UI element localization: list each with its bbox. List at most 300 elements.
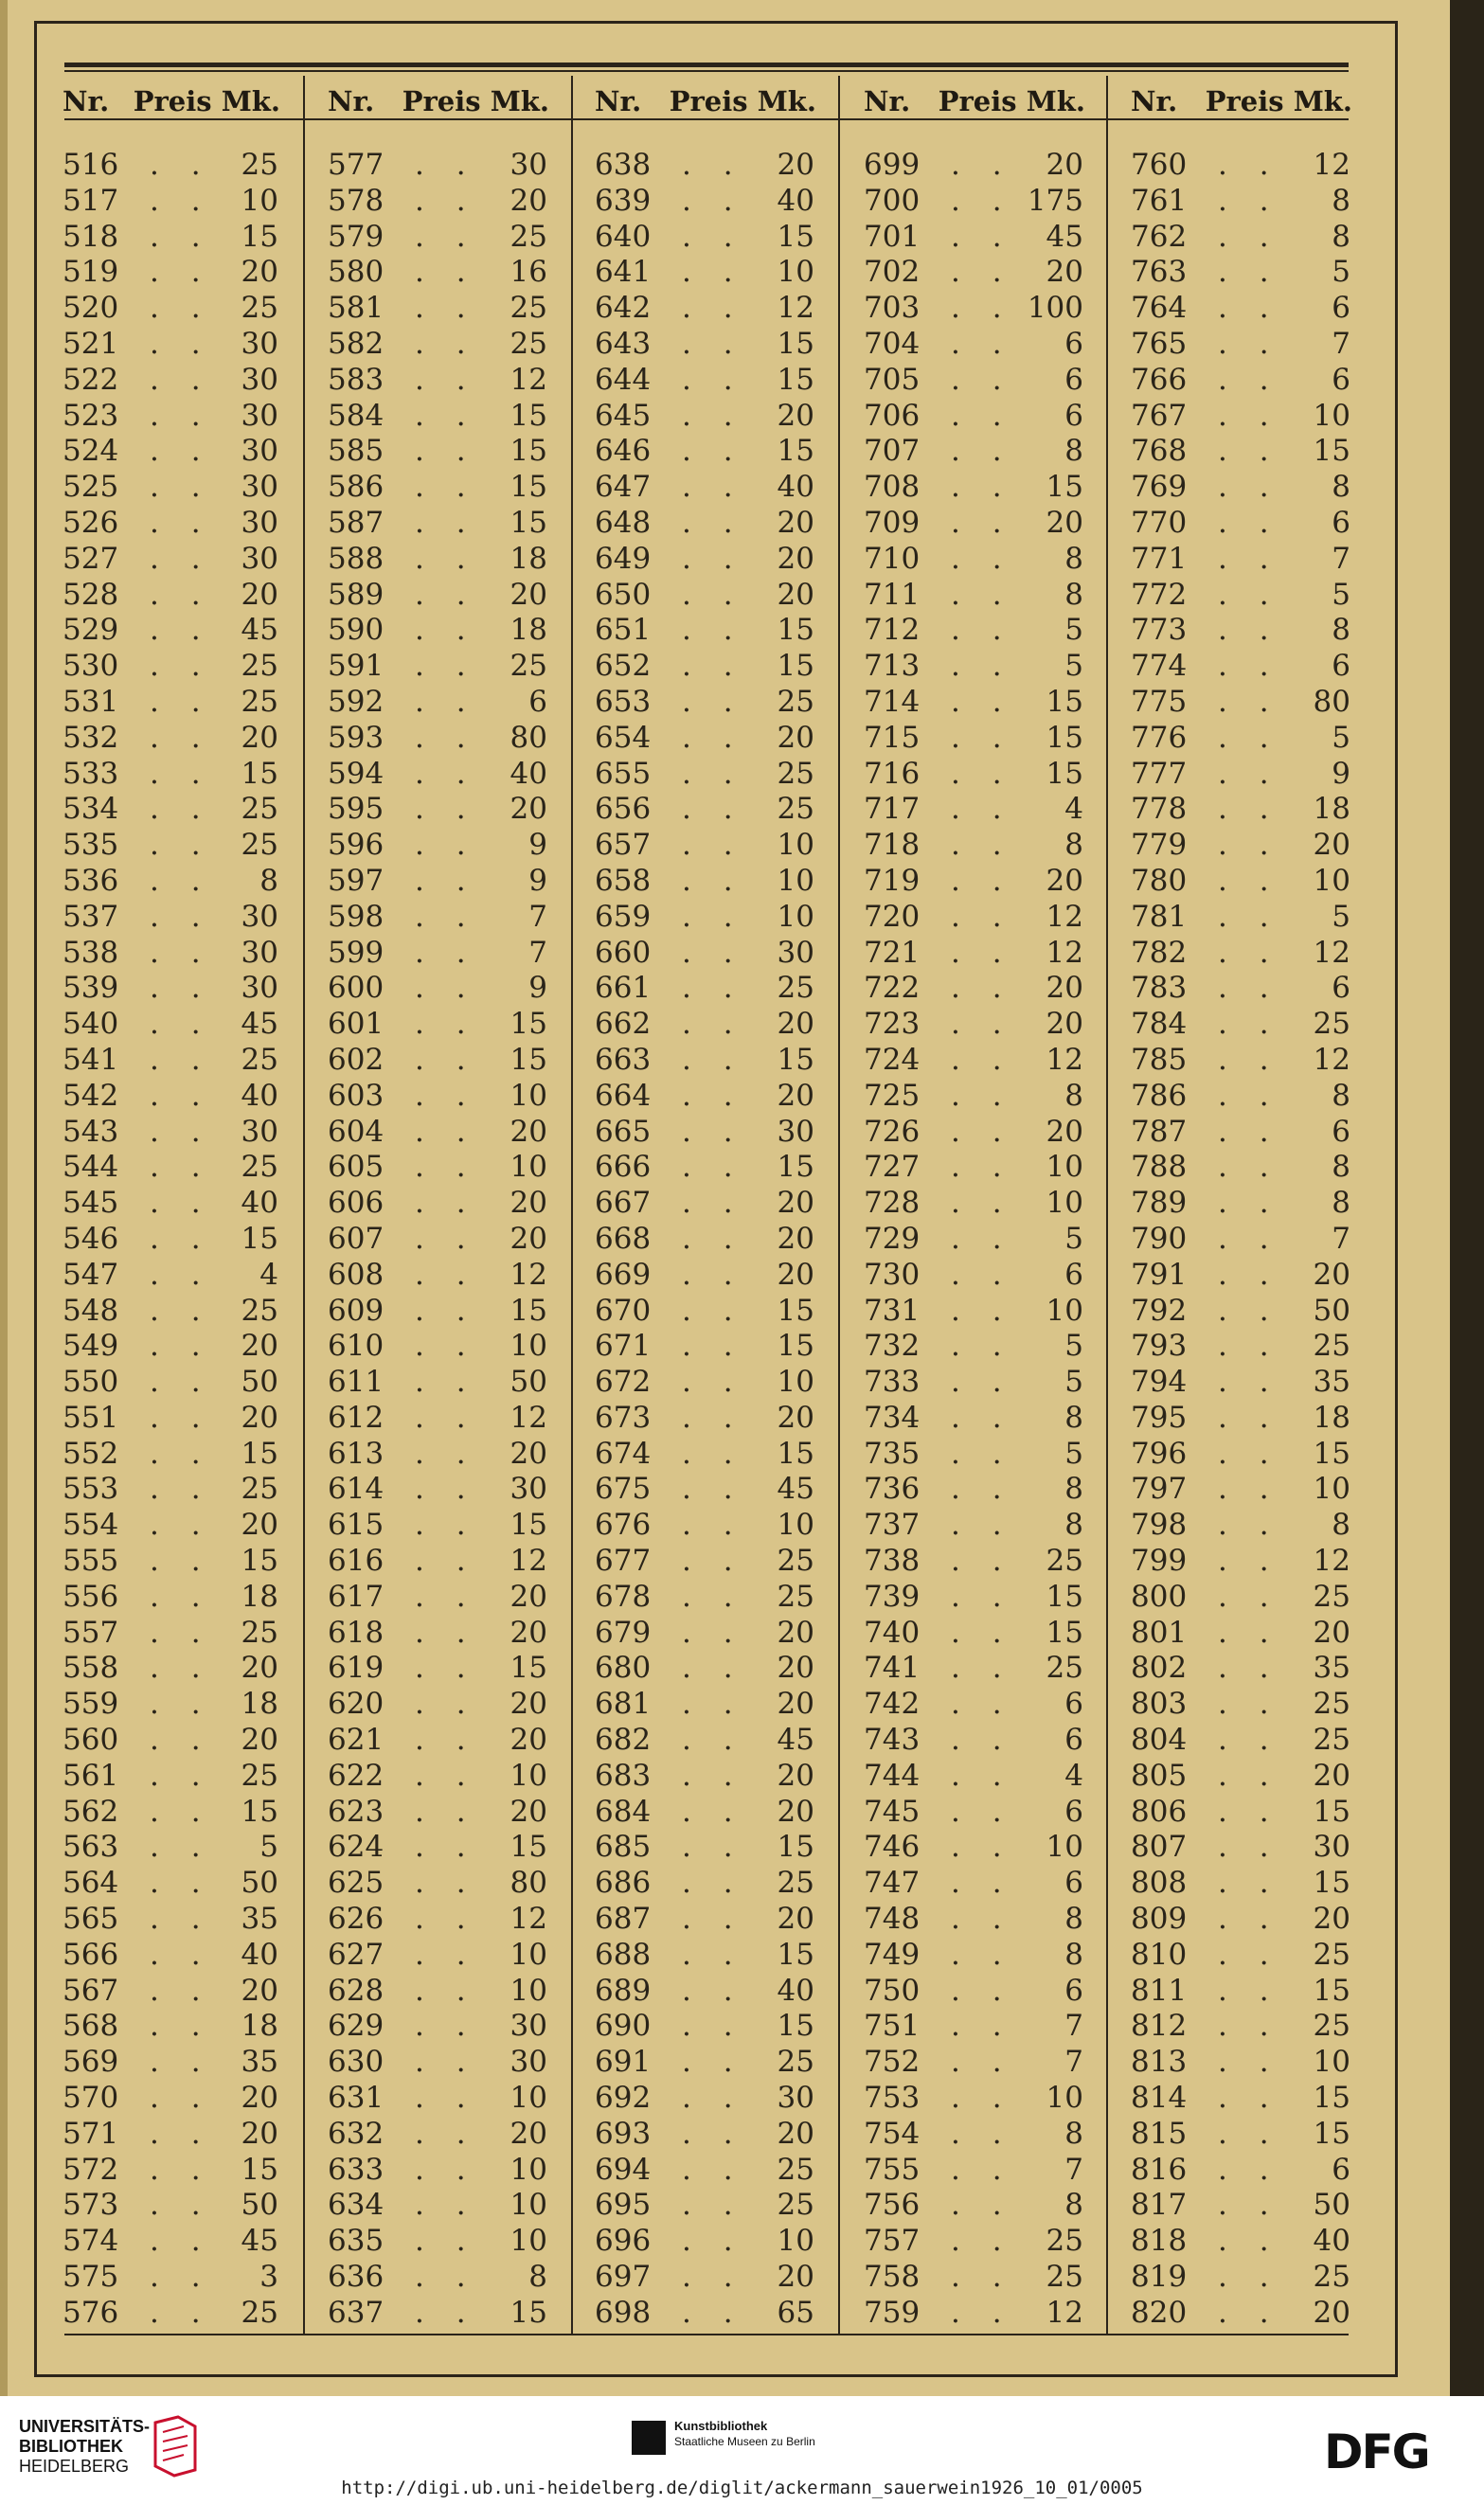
item-price: 45 (777, 1723, 814, 1758)
table-row (328, 2224, 555, 2260)
item-price: 25 (241, 828, 278, 863)
table-row (1131, 864, 1358, 900)
item-number: 703 (864, 291, 921, 326)
table-row (1131, 506, 1358, 542)
item-price: 30 (1313, 1830, 1350, 1865)
table-row (864, 1723, 1091, 1759)
table-row (864, 148, 1091, 184)
item-number: 632 (328, 2116, 384, 2151)
item-number: 708 (864, 470, 921, 505)
leader-dots: . . (415, 1866, 477, 1901)
leader-dots: . . (682, 1186, 744, 1221)
item-number: 643 (595, 326, 652, 361)
item-price: 18 (1313, 792, 1350, 827)
table-row (328, 434, 555, 470)
item-number: 750 (864, 1973, 921, 2008)
table-row (595, 1007, 822, 1043)
item-number: 520 (63, 291, 119, 326)
leader-dots: . . (682, 899, 744, 934)
item-price: 8 (1332, 613, 1350, 648)
table-row (1131, 685, 1358, 721)
item-price: 12 (1313, 1544, 1350, 1579)
permalink-url[interactable]: http://digi.ub.uni-heidelberg.de/diglit/ackermann_sauerwein1926_10_01/0005 (341, 2478, 1143, 2498)
leader-dots: . . (951, 541, 1013, 576)
item-price: 25 (777, 2188, 814, 2223)
price-column-5 (1131, 76, 1358, 2334)
leader-dots: . . (1218, 1973, 1280, 2008)
dfg-logo[interactable]: DFG (1324, 2424, 1429, 2479)
table-row (595, 2224, 822, 2260)
item-price: 15 (241, 219, 278, 254)
item-number: 676 (595, 1508, 652, 1543)
leader-dots: . . (415, 1794, 477, 1829)
table-row (63, 184, 286, 220)
item-number: 666 (595, 1150, 652, 1185)
item-number: 767 (1131, 398, 1188, 433)
leader-dots: . . (682, 470, 744, 505)
leader-dots: . . (951, 649, 1013, 684)
item-number: 548 (63, 1293, 119, 1328)
item-price: 12 (1046, 1042, 1083, 1077)
item-price: 30 (241, 935, 278, 970)
leader-dots: . . (951, 1687, 1013, 1722)
table-row (63, 363, 286, 399)
item-number: 531 (63, 684, 119, 719)
item-price: 20 (1313, 1615, 1350, 1650)
item-number: 537 (63, 899, 119, 934)
leader-dots: . . (682, 684, 744, 719)
item-number: 693 (595, 2116, 652, 2151)
item-price: 20 (777, 1257, 814, 1292)
page-spine-shadow (0, 0, 8, 2396)
leader-dots: . . (951, 899, 1013, 934)
item-price: 80 (510, 1866, 547, 1901)
item-price: 20 (510, 183, 547, 218)
leader-dots: . . (150, 2152, 212, 2187)
item-price: 15 (1313, 1436, 1350, 1471)
item-price: 15 (777, 649, 814, 684)
item-price: 15 (777, 2009, 814, 2044)
leader-dots: . . (951, 935, 1013, 970)
item-number: 655 (595, 756, 652, 791)
item-number: 701 (864, 219, 921, 254)
item-price: 10 (1046, 1186, 1083, 1221)
item-number: 657 (595, 828, 652, 863)
table-row (864, 2153, 1091, 2189)
item-number: 518 (63, 219, 119, 254)
item-price: 20 (777, 1186, 814, 1221)
item-number: 778 (1131, 792, 1188, 827)
item-number: 579 (328, 219, 384, 254)
item-price: 10 (777, 255, 814, 290)
item-price: 25 (241, 2295, 278, 2330)
leader-dots: . . (415, 1114, 477, 1149)
item-number: 638 (595, 148, 652, 182)
item-price: 45 (241, 1007, 278, 1042)
leader-dots: . . (1218, 326, 1280, 361)
table-row (63, 2153, 286, 2189)
leader-dots: . . (150, 1329, 212, 1364)
item-price: 15 (1313, 1866, 1350, 1901)
table-row (864, 255, 1091, 291)
item-price: 25 (241, 1472, 278, 1507)
leader-dots: . . (1218, 720, 1280, 755)
item-price: 8 (259, 863, 278, 898)
leader-dots: . . (951, 219, 1013, 254)
item-number: 637 (328, 2295, 384, 2330)
item-number: 649 (595, 541, 652, 576)
item-number: 639 (595, 183, 652, 218)
item-price: 18 (241, 1579, 278, 1614)
leader-dots: . . (150, 684, 212, 719)
item-price: 20 (777, 577, 814, 612)
leader-dots: . . (150, 1830, 212, 1865)
item-price: 6 (528, 684, 547, 719)
item-price: 15 (1046, 1579, 1083, 1614)
table-row (864, 864, 1091, 900)
leader-dots: . . (951, 1866, 1013, 1901)
leader-dots: . . (150, 613, 212, 648)
table-row (595, 1186, 822, 1222)
table-row (63, 399, 286, 435)
table-row (1131, 792, 1358, 828)
item-number: 624 (328, 1830, 384, 1865)
item-number: 669 (595, 1257, 652, 1292)
item-number: 802 (1131, 1651, 1188, 1686)
item-price: 6 (1064, 326, 1083, 361)
table-row (864, 2045, 1091, 2081)
leader-dots: . . (682, 434, 744, 469)
item-price: 20 (510, 1186, 547, 1221)
table-row (63, 2224, 286, 2260)
table-row (1131, 1651, 1358, 1687)
table-row (595, 1580, 822, 1616)
item-price: 10 (1046, 1293, 1083, 1328)
item-price: 18 (510, 541, 547, 576)
table-row (328, 1651, 555, 1687)
item-number: 672 (595, 1365, 652, 1400)
table-row (1131, 542, 1358, 578)
item-number: 519 (63, 255, 119, 290)
leader-dots: . . (150, 863, 212, 898)
item-number: 714 (864, 684, 921, 719)
leader-dots: . . (951, 1472, 1013, 1507)
header-preis: Preis Mk. (1205, 85, 1352, 117)
item-number: 545 (63, 1186, 119, 1221)
item-number: 738 (864, 1544, 921, 1579)
leader-dots: . . (150, 828, 212, 863)
leader-dots: . . (951, 1400, 1013, 1435)
item-number: 559 (63, 1687, 119, 1722)
leader-dots: . . (415, 935, 477, 970)
row-list (328, 148, 555, 2332)
leader-dots: . . (415, 398, 477, 433)
table-row (1131, 1401, 1358, 1437)
item-number: 660 (595, 935, 652, 970)
item-price: 4 (1064, 792, 1083, 827)
item-number: 765 (1131, 326, 1188, 361)
item-number: 786 (1131, 1078, 1188, 1113)
item-number: 634 (328, 2188, 384, 2223)
leader-dots: . . (415, 2009, 477, 2044)
leader-dots: . . (150, 2081, 212, 2116)
item-number: 546 (63, 1221, 119, 1256)
leader-dots: . . (150, 2295, 212, 2330)
table-row (595, 828, 822, 864)
item-number: 744 (864, 1758, 921, 1793)
leader-dots: . . (150, 899, 212, 934)
item-number: 640 (595, 219, 652, 254)
table-row (1131, 1007, 1358, 1043)
item-price: 18 (510, 613, 547, 648)
item-price: 20 (777, 1221, 814, 1256)
leader-dots: . . (150, 1579, 212, 1614)
leader-dots: . . (951, 398, 1013, 433)
column-divider (1106, 76, 1108, 2334)
header-nr: Nr. (1131, 85, 1178, 117)
item-number: 801 (1131, 1615, 1188, 1650)
table-row (1131, 828, 1358, 864)
item-price: 10 (777, 1365, 814, 1400)
leader-dots: . . (415, 2224, 477, 2259)
table-row (328, 506, 555, 542)
table-row (595, 1795, 822, 1831)
header-nr: Nr. (864, 85, 911, 117)
item-number: 808 (1131, 1866, 1188, 1901)
item-price: 25 (777, 1579, 814, 1614)
leader-dots: . . (150, 219, 212, 254)
item-price: 25 (1046, 2260, 1083, 2295)
ub-emblem-icon (152, 2413, 199, 2479)
leader-dots: . . (150, 649, 212, 684)
item-number: 560 (63, 1723, 119, 1758)
table-row (63, 1115, 286, 1151)
item-price: 20 (241, 255, 278, 290)
table-row (595, 399, 822, 435)
leader-dots: . . (1218, 1615, 1280, 1650)
item-number: 573 (63, 2188, 119, 2223)
header-nr: Nr. (63, 85, 110, 117)
leader-dots: . . (150, 1078, 212, 1113)
university-library-logo[interactable] (19, 2417, 150, 2477)
table-row (1131, 1365, 1358, 1401)
leader-dots: . . (1218, 1830, 1280, 1865)
leader-dots: . . (1218, 1723, 1280, 1758)
item-price: 12 (510, 1400, 547, 1435)
leader-dots: . . (682, 1472, 744, 1507)
table-row (595, 1365, 822, 1401)
item-number: 739 (864, 1579, 921, 1614)
item-number: 623 (328, 1794, 384, 1829)
leader-dots: . . (415, 863, 477, 898)
leader-dots: . . (682, 613, 744, 648)
item-number: 782 (1131, 935, 1188, 970)
item-price: 6 (1064, 1794, 1083, 1829)
item-price: 20 (777, 1078, 814, 1113)
table-row (864, 828, 1091, 864)
table-row (63, 1974, 286, 2010)
item-number: 769 (1131, 470, 1188, 505)
item-number: 596 (328, 828, 384, 863)
table-row (864, 1687, 1091, 1723)
leader-dots: . . (682, 935, 744, 970)
table-row (63, 613, 286, 649)
leader-dots: . . (682, 255, 744, 290)
item-number: 751 (864, 2009, 921, 2044)
item-number: 702 (864, 255, 921, 290)
leader-dots: . . (682, 756, 744, 791)
leader-dots: . . (1218, 1257, 1280, 1292)
item-number: 740 (864, 1615, 921, 1650)
item-price: 20 (1313, 1902, 1350, 1937)
table-row (328, 1186, 555, 1222)
leader-dots: . . (150, 1866, 212, 1901)
item-price: 20 (777, 2260, 814, 2295)
leader-dots: . . (415, 1758, 477, 1793)
table-row (1131, 757, 1358, 793)
item-number: 601 (328, 1007, 384, 1042)
table-row (595, 1723, 822, 1759)
item-number: 809 (1131, 1902, 1188, 1937)
item-price: 20 (777, 1007, 814, 1042)
item-number: 723 (864, 1007, 921, 1042)
leader-dots: . . (682, 720, 744, 755)
leader-dots: . . (150, 971, 212, 1006)
table-row (595, 2296, 822, 2332)
item-price: 20 (241, 1400, 278, 1435)
table-row (328, 1365, 555, 1401)
item-number: 742 (864, 1687, 921, 1722)
table-row (864, 1222, 1091, 1258)
item-number: 550 (63, 1365, 119, 1400)
leader-dots: . . (415, 792, 477, 827)
table-row (328, 1830, 555, 1866)
item-price: 25 (241, 1293, 278, 1328)
table-row (864, 1329, 1091, 1365)
leader-dots: . . (1218, 2081, 1280, 2116)
table-row (63, 2188, 286, 2224)
item-number: 561 (63, 1758, 119, 1793)
table-row (63, 1043, 286, 1079)
leader-dots: . . (415, 1150, 477, 1185)
table-row (63, 936, 286, 972)
item-number: 735 (864, 1436, 921, 1471)
table-row (63, 828, 286, 864)
leader-dots: . . (951, 505, 1013, 540)
leader-dots: . . (682, 1830, 744, 1865)
item-number: 799 (1131, 1544, 1188, 1579)
leader-dots: . . (1218, 1221, 1280, 1256)
item-price: 7 (1064, 2045, 1083, 2080)
row-list (595, 148, 822, 2332)
table-row (595, 1437, 822, 1473)
item-price: 25 (1046, 2224, 1083, 2259)
table-row (595, 1401, 822, 1437)
table-row (864, 721, 1091, 757)
item-number: 753 (864, 2081, 921, 2116)
price-column-2 (328, 76, 555, 2334)
leader-dots: . . (415, 577, 477, 612)
leader-dots: . . (415, 326, 477, 361)
item-price: 25 (777, 1544, 814, 1579)
item-number: 789 (1131, 1186, 1188, 1221)
item-price: 20 (777, 505, 814, 540)
table-row (63, 2081, 286, 2117)
item-number: 712 (864, 613, 921, 648)
item-number: 754 (864, 2116, 921, 2151)
item-number: 697 (595, 2260, 652, 2295)
leader-dots: . . (150, 1221, 212, 1256)
item-number: 589 (328, 577, 384, 612)
item-number: 694 (595, 2152, 652, 2187)
table-row (328, 327, 555, 363)
leader-dots: . . (951, 1436, 1013, 1471)
leader-dots: . . (1218, 577, 1280, 612)
item-price: 20 (510, 2116, 547, 2151)
item-number: 760 (1131, 148, 1188, 182)
item-number: 576 (63, 2295, 119, 2330)
leader-dots: . . (1218, 1365, 1280, 1400)
item-number: 679 (595, 1615, 652, 1650)
table-row (63, 2117, 286, 2153)
item-number: 593 (328, 720, 384, 755)
table-row (1131, 900, 1358, 936)
item-price: 50 (1313, 1293, 1350, 1328)
leader-dots: . . (682, 1221, 744, 1256)
item-price: 15 (241, 1794, 278, 1829)
item-number: 625 (328, 1866, 384, 1901)
table-row (864, 1472, 1091, 1508)
item-number: 562 (63, 1794, 119, 1829)
leader-dots: . . (1218, 2009, 1280, 2044)
leader-dots: . . (951, 1293, 1013, 1328)
leader-dots: . . (951, 1508, 1013, 1543)
kunstbibliothek-text[interactable] (674, 2419, 815, 2449)
item-price: 15 (777, 1042, 814, 1077)
table-row (328, 2188, 555, 2224)
item-price: 80 (1313, 684, 1350, 719)
leader-dots: . . (682, 1078, 744, 1113)
item-number: 538 (63, 935, 119, 970)
leader-dots: . . (1218, 1866, 1280, 1901)
table-row (595, 2117, 822, 2153)
item-price: 15 (510, 505, 547, 540)
item-number: 813 (1131, 2045, 1188, 2080)
item-price: 9 (1332, 756, 1350, 791)
item-number: 552 (63, 1436, 119, 1471)
item-price: 15 (777, 1293, 814, 1328)
item-price: 175 (1027, 183, 1083, 218)
item-price: 20 (510, 1114, 547, 1149)
item-price: 20 (510, 1723, 547, 1758)
leader-dots: . . (415, 1078, 477, 1113)
item-number: 594 (328, 756, 384, 791)
ub-line-1: UNIVERSITÄTS- (19, 2417, 151, 2436)
item-price: 7 (1332, 326, 1350, 361)
table-row (1131, 184, 1358, 220)
item-price: 20 (510, 1579, 547, 1614)
leader-dots: . . (1218, 1544, 1280, 1579)
table-row (1131, 1866, 1358, 1902)
table-row (595, 255, 822, 291)
leader-dots: . . (1218, 291, 1280, 326)
item-number: 819 (1131, 2260, 1188, 2295)
item-number: 726 (864, 1114, 921, 1149)
leader-dots: . . (415, 971, 477, 1006)
item-number: 797 (1131, 1472, 1188, 1507)
leader-dots: . . (415, 649, 477, 684)
leader-dots: . . (1218, 1794, 1280, 1829)
